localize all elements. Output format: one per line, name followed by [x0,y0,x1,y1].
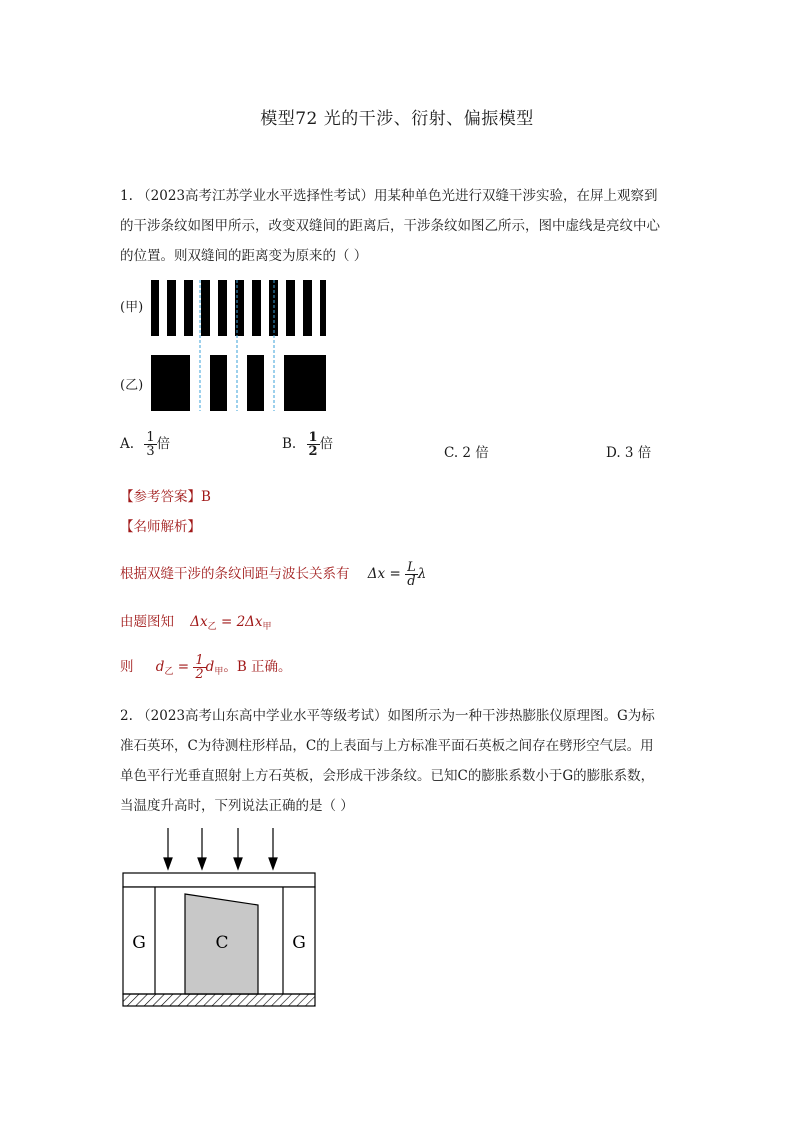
q2-line-3: 单色平行光垂直照射上方石英板，会形成干涉条纹。已知C的膨胀系数小于G的膨胀系数， [120,768,655,784]
q2-line-1: 2. （2023高考山东高中学业水平等级考试）如图所示为一种干涉热膨胀仪原理图。G为标 [120,708,655,724]
arrow-down-icon [269,828,277,869]
analysis-text-3: 则 [120,659,134,675]
answer: 【参考答案】B [120,489,211,505]
q2-line-4: 当温度升高时，下列说法正确的是（ ） [120,798,354,814]
label-g-right: G [292,933,306,953]
bright-fringe [261,280,269,336]
formula-1-rhs: λ [417,566,427,582]
option-a-letter: A. [120,436,135,452]
formula-3-sub-yi: 乙 [164,667,174,677]
bright-fringe [312,280,320,336]
quartz-plate [123,873,315,887]
page-title: 模型72 光的干涉、衍射、偏振模型 [260,109,534,129]
formula-1-lhs: Δx = [367,566,401,582]
formula-2-mid: = 2Δx [216,614,263,630]
option-a-unit: 倍 [156,436,171,452]
dilatometer-figure [118,828,320,1012]
option-d[interactable]: D. 3 倍 [606,445,652,461]
option-b-letter: B. [282,436,297,452]
formula-2-sub-yi: 乙 [207,622,217,632]
q2-stem [120,701,680,821]
arrow-down-icon [164,828,172,869]
option-b-fraction [307,431,320,458]
q2-line-2: 准石英环，C为待测柱形样品，C的上表面与上方标准平面石英板之间存在劈形空气层。用 [120,738,654,754]
bright-fringe [159,280,167,336]
formula-2-sub-jia: 甲 [262,622,272,632]
option-b-unit: 倍 [319,436,334,452]
formula-1-numerator: L [407,560,416,575]
option-b-numerator: 1 [308,430,318,445]
analysis-text-1: 根据双缝干涉的条纹间距与波长关系有 [120,566,350,582]
arrow-down-icon [198,828,206,869]
q1-line-2: 的干涉条纹如图甲所示，改变双缝间的距离后，干涉条纹如图乙所示，图中虚线是亮纹中心 [120,218,660,234]
base-plate [123,994,315,1006]
formula-3-denominator: 2 [195,667,204,682]
formula-2-dx: Δx [190,614,208,630]
formula-3-d2: d [205,659,215,675]
analysis-text-3-tail: 。B 正确。 [223,659,292,675]
formula-3-fraction [193,654,205,681]
option-a-denominator: 3 [146,444,155,459]
fringe-pattern-yi [151,355,326,411]
option-a-numerator: 1 [146,430,155,445]
fig-label-jia: (甲) [120,300,144,315]
bright-fringe [244,280,252,336]
label-c: C [215,933,229,953]
arrow-down-icon [234,828,242,869]
option-a-fraction [144,431,156,458]
analysis-line-3 [120,645,292,694]
formula-3-numerator: 1 [195,653,204,668]
q1-line-1: 1. （2023高考江苏学业水平选择性考试）用某种单色光进行双缝干涉实验，在屏上观察到 [120,188,658,204]
light-arrows [164,828,277,869]
formula-1-denominator: d [407,574,416,589]
analysis-heading: 【名师解析】 [120,519,201,535]
interference-fringes-figure [150,278,330,414]
option-c[interactable]: C. 2 倍 [444,445,489,461]
bright-fringe [210,280,218,336]
bright-fringe [295,280,303,336]
bright-fringe [278,280,286,336]
formula-3-eq: = [173,659,190,675]
analysis-line-2 [120,607,272,642]
q1-stem [120,181,680,271]
q1-line-3: 的位置。则双缝间的距离变为原来的（ ） [120,248,368,264]
formula-slit-distance [155,653,224,682]
formula-fringe-spacing [367,560,427,589]
analysis-line-1 [120,552,426,596]
bright-fringe [227,280,235,336]
fig-label-yi: (乙) [120,378,144,393]
formula-spacing-ratio [190,614,271,630]
option-b[interactable] [282,431,333,458]
analysis-text-2: 由题图知 [120,614,174,630]
label-g-left: G [132,933,146,953]
formula-1-fraction [405,561,418,588]
formula-3-sub-jia: 甲 [214,667,224,677]
fringe-pattern-jia [151,280,326,336]
formula-3-d: d [155,659,165,675]
option-a[interactable] [120,431,170,458]
bright-fringe [176,280,184,336]
option-b-denominator: 2 [308,444,318,459]
